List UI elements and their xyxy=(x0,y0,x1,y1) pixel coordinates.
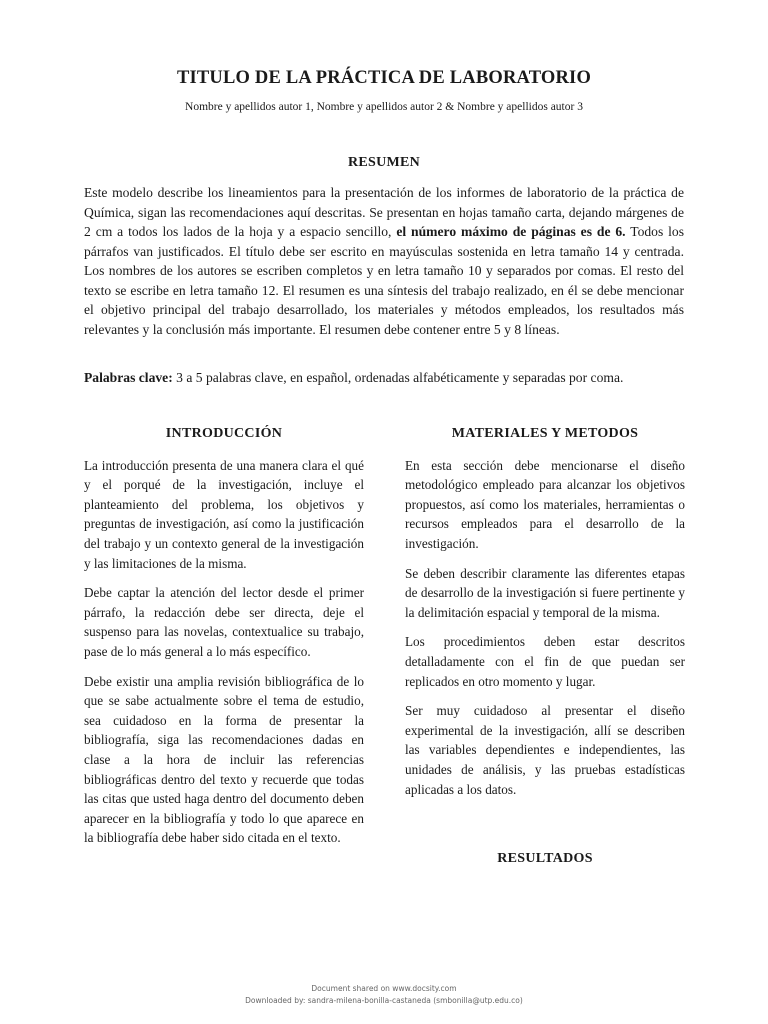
document-title: TITULO DE LA PRÁCTICA DE LABORATORIO xyxy=(176,68,592,88)
footer-downloaded-line: Downloaded by: sandra-milena-bonilla-castaneda (smbonilla@utp.edu.co) xyxy=(245,996,523,1005)
methods-paragraph: Se deben describir claramente las diferentes etapas de desarrollo de la investigación si fuere pertinente y la delimitación espacial y temporal de la misma. xyxy=(405,565,685,620)
abstract-paragraph xyxy=(84,183,684,339)
introduction-paragraph: Debe captar la atención del lector desde el primer párrafo, la redacción debe ser directa, deje el suspenso para las novelas, contextualice su trabajo, pase de lo más general a lo más específico. xyxy=(84,585,364,659)
methods-section xyxy=(405,424,685,809)
introduction-paragraph: Debe existir una amplia revisión bibliográfica de lo que se sabe actualmente sobre el tema de estudio, sea cuidadoso en la forma de presentar la bibliografía, siga las recomendaciones dadas en clase a la hora de incluir las referencias bibliográficas dentro del texto y recuerde que todas las citas que usted haga dentro del documento deben aparecer en la bibliografía y todo lo que aparece en la bibliografía debe haber sido citada en el texto. xyxy=(84,673,364,846)
keywords-label: Palabras clave: xyxy=(84,370,173,385)
introduction-paragraph: La introducción presenta de una manera clara el qué y el porqué de la investigación, incluye el planteamiento del problema, los objetivos y preguntas de investigación, así como la justificación del trabajo y un contexto general de la investigación y las limitaciones de la misma. xyxy=(84,457,364,571)
methods-paragraph: Los procedimientos deben estar descritos detalladamente con el fin de que puedan ser replicados en otro momento y lugar. xyxy=(405,634,685,689)
footer-shared-line: Document shared on www.docsity.com xyxy=(311,984,457,993)
keywords-text: 3 a 5 palabras clave, en español, ordenadas alfabéticamente y separadas por coma. xyxy=(172,370,624,385)
abstract-text-bold: el número máximo de páginas es de 6. xyxy=(396,224,626,239)
introduction-section xyxy=(84,424,364,858)
introduction-heading: INTRODUCCIÓN xyxy=(165,426,283,441)
abstract-heading: RESUMEN xyxy=(347,155,421,170)
abstract-text-part2: Todos los párrafos van justificados. El título debe ser escrito en mayúsculas sostenida en letra tamaño 14 y centrada. Los nombres de los autores se escriben completos y en letra tamaño 10 y separados por comas. El resto del texto se escribe en letra tamaño 12. El resumen es una síntesis del trabajo realizado, en él se debe mencionar el objetivo principal del trabajo desarrollado, los materiales y métodos empleados, los resultados más relevantes y la conclusión más importante. El resumen debe contener entre 5 y 8 líneas. xyxy=(84,224,685,337)
methods-heading: MATERIALES Y METODOS xyxy=(451,426,639,441)
document-authors: Nombre y apellidos autor 1, Nombre y apellidos autor 2 & Nombre y apellidos autor 3 xyxy=(185,101,583,113)
methods-paragraph: En esta sección debe mencionarse el diseño metodológico empleado para alcanzar los objetivos propuestos, así como los materiales, herramientas o recursos empleados para el desarrollo de la investigación. xyxy=(405,457,685,551)
results-heading: RESULTADOS xyxy=(497,851,593,866)
methods-paragraph: Ser muy cuidadoso al presentar el diseño experimental de la investigación, allí se describen las variables dependientes e independientes, las unidades de análisis, y las pruebas estadísticas aplicadas a los datos. xyxy=(405,703,685,797)
keywords-line xyxy=(84,368,684,388)
abstract-text-part1: Este modelo describe los lineamientos para la presentación de los informes de laboratorio de la práctica de Química, sigan las recomendaciones aquí descritas. Se presentan en hojas tamaño carta, dejando márgenes de 2 cm a todos los lados de la hoja y a espacio sencillo, xyxy=(84,185,684,239)
page-footer xyxy=(0,983,768,1007)
